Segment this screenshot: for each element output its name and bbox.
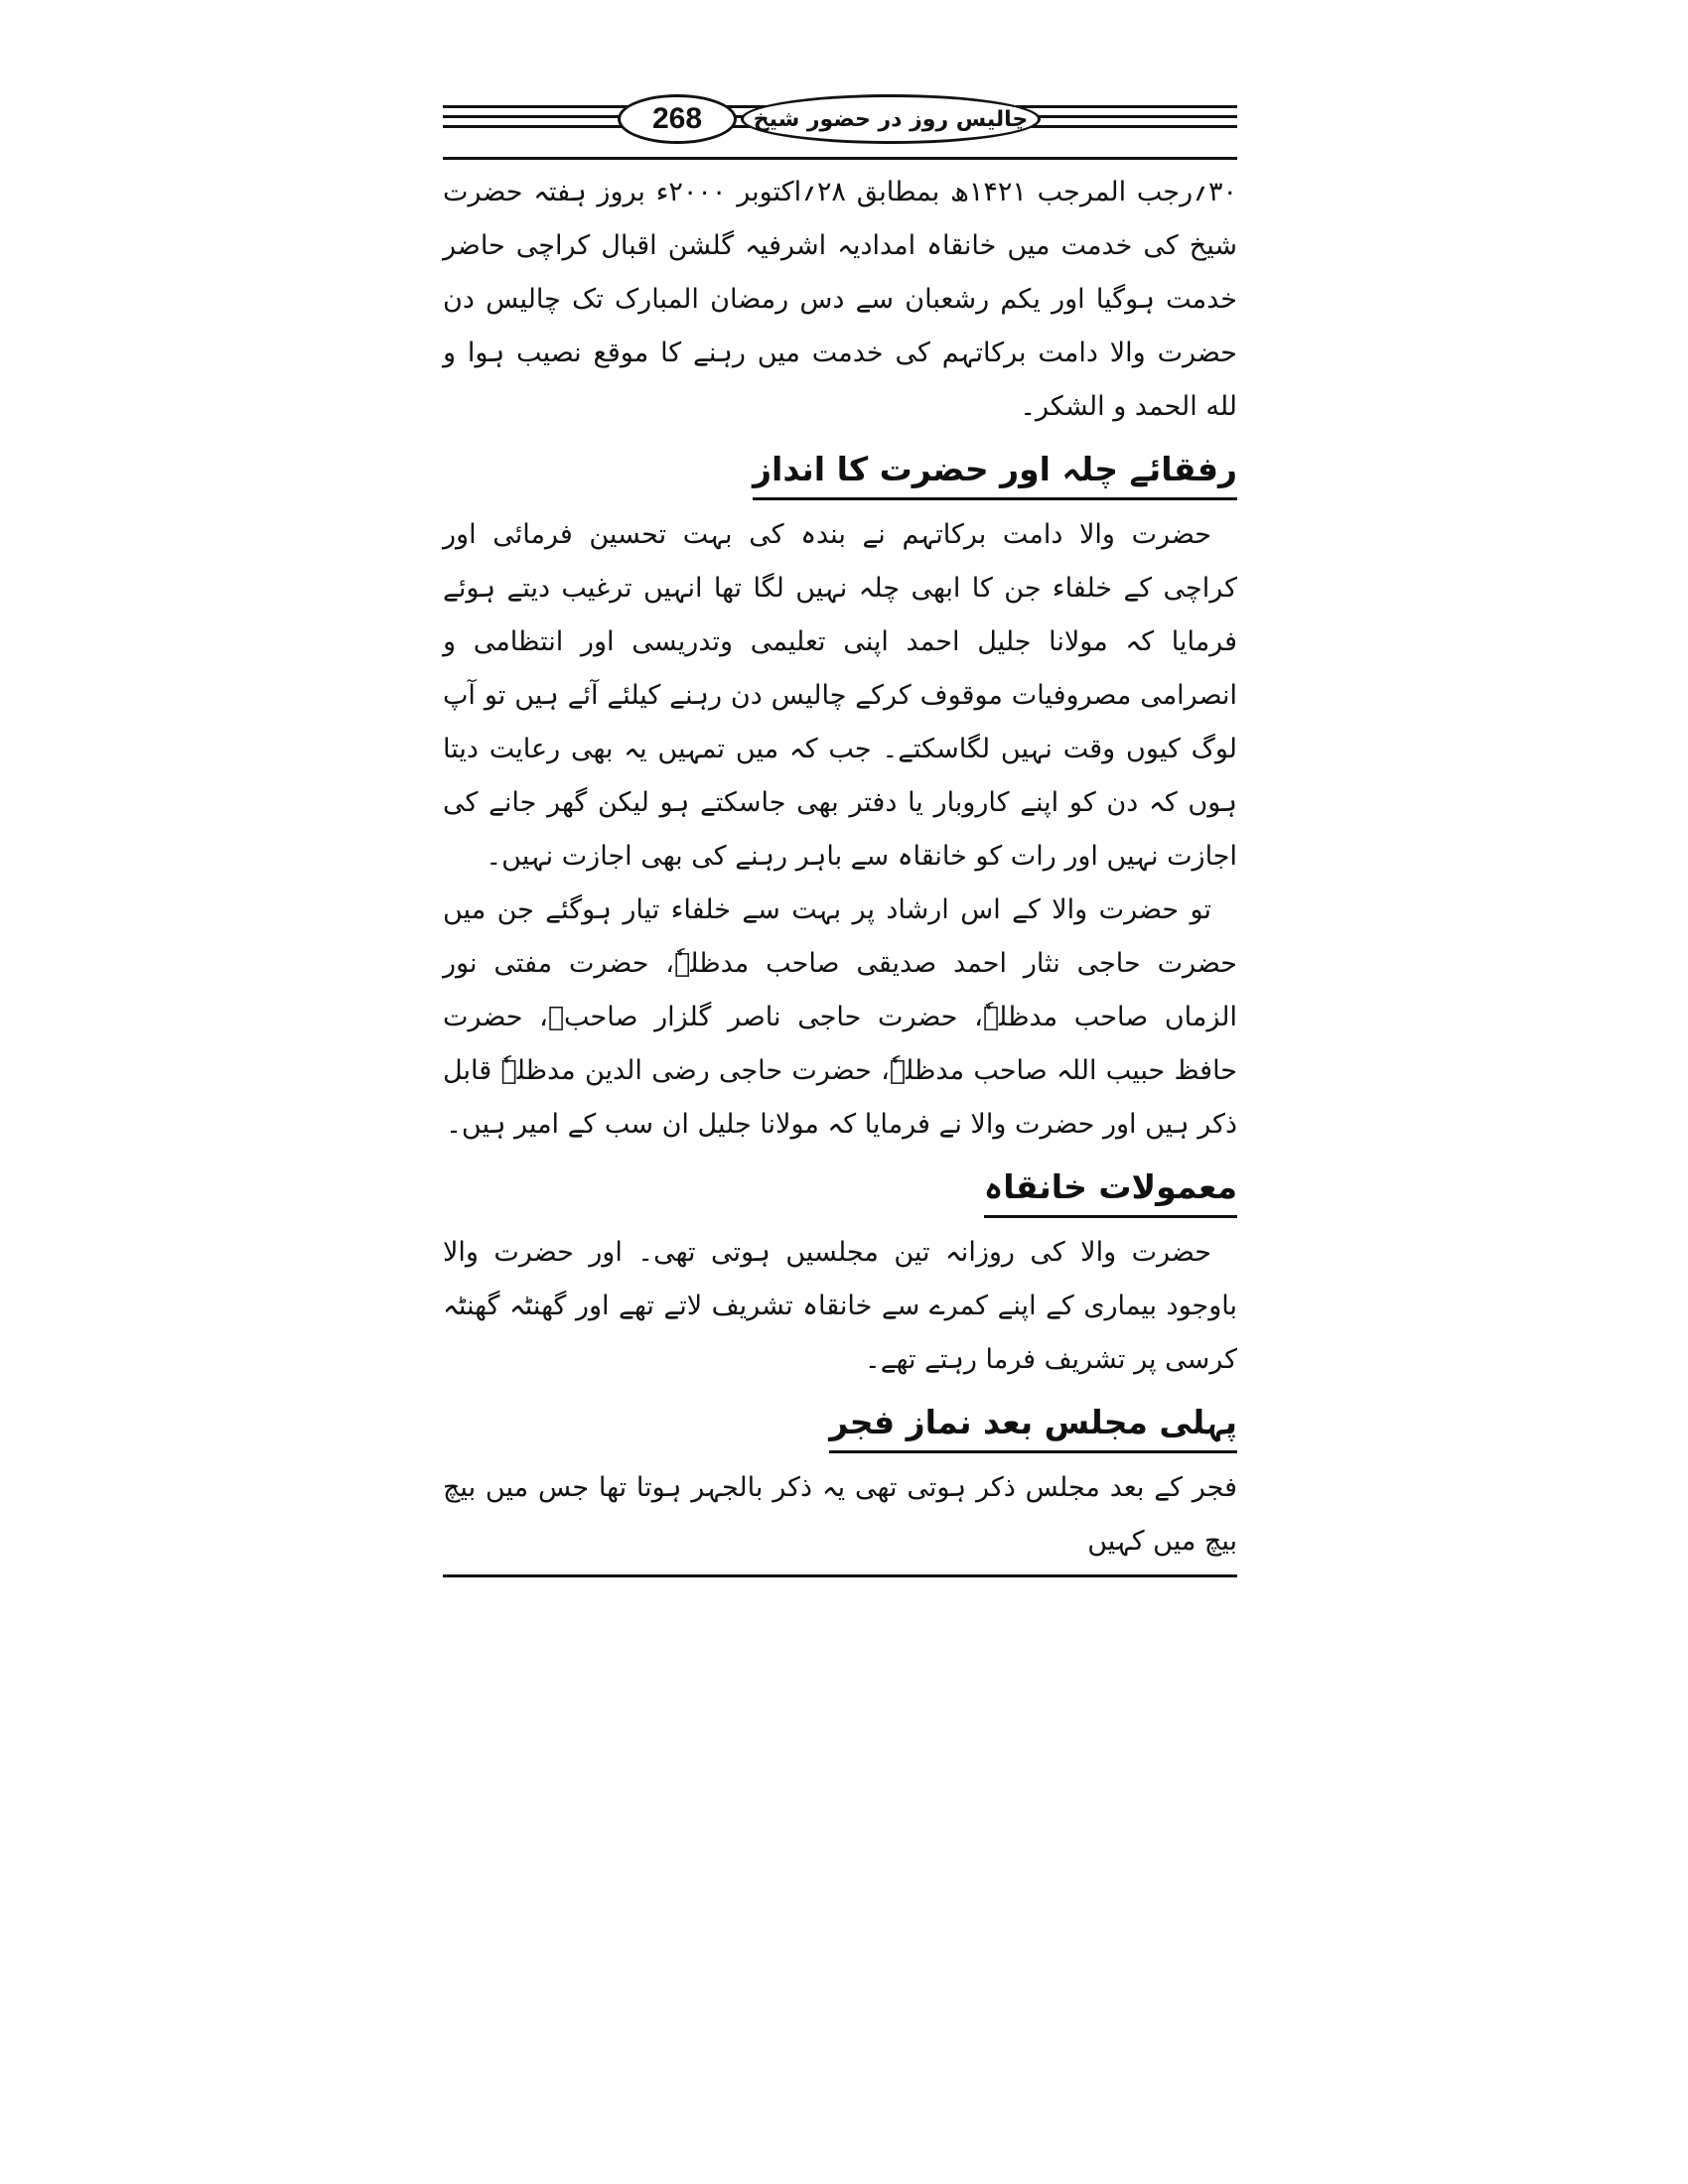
section-paragraph: تو حضرت والا کے اس ارشاد پر بہت سے خلفاء تیار ہوگئے جن میں حضرت حاجی نثار احمد صدیقی صاحب مدظلہٗ، حضرت مفتی نور الزماں صاحب مدظلہٗ، حضرت حاجی ناصر گلزار صاحبؒ، حضرت حافظ حبیب اللہ صاحب مدظلہٗ، حضرت حاجی رضی الدین مدظلہٗ قابل ذکر ہیں اور حضرت والا نے فرمایا کہ مولانا جلیل ان سب کے امیر ہیں۔ <box>443 894 1237 1140</box>
intro-paragraph: ۳۰؍رجب المرجب ۱۴۲۱ھ بمطابق ۲۸؍اکتوبر ۲۰۰۰ء بروز ہفتہ حضرت شیخ کی خدمت میں خانقاہ امدادیہ اشرفیہ گلشن اقبال کراچی حاضر خدمت ہوگیا اور یکم رشعبان سے دس رمضان المبارک تک چالیس دن حضرت والا دامت برکاتہم کی خدمت میں رہنے کا موقع نصیب ہوا و لله الحمد و الشکر۔ <box>443 177 1237 422</box>
section-paragraph: فجر کے بعد مجلس ذکر ہوتی تھی یہ ذکر بالجہر ہوتا تھا جس میں بیچ بیچ میں کہیں <box>443 1472 1237 1557</box>
section-heading: معمولات خانقاہ <box>984 1161 1237 1218</box>
page-header <box>443 91 1237 153</box>
page-body <box>443 91 1237 1577</box>
page-number: 268 <box>651 102 703 135</box>
section-paragraph: حضرت والا دامت برکاتہم نے بندہ کی بہت تحسین فرمائی اور کراچی کے خلفاء جن کا ابھی چلہ نہیں لگا تھا انہیں ترغیب دیتے ہوئے فرمایا کہ مولانا جلیل احمد اپنی تعلیمی وتدریسی اور انتظامی و انصرامی مصروفیات موقوف کرکے چالیس دن رہنے کیلئے آئے ہیں تو آپ لوگ کیوں وقت نہیں لگاسکتے۔ جب کہ میں تمہیں یہ بھی رعایت دیتا ہوں کہ دن کو اپنے کاروبار یا دفتر بھی جاسکتے ہو لیکن گھر جانے کی اجازت نہیں اور رات کو خانقاہ سے باہر رہنے کی بھی اجازت نہیں۔ <box>443 519 1237 872</box>
section-heading-wrap <box>443 1161 1237 1218</box>
page-number-frame <box>618 94 737 144</box>
book-title: چالیس روز در حضور شیخ <box>753 106 1029 132</box>
section-heading-wrap <box>443 444 1237 500</box>
footer-rule <box>443 1574 1237 1577</box>
book-title-frame <box>741 94 1041 144</box>
section-heading: پہلی مجلس بعد نماز فجر <box>829 1397 1237 1453</box>
section-heading-wrap <box>443 1397 1237 1453</box>
section-heading: رفقائے چلہ اور حضرت کا انداز <box>753 444 1237 500</box>
section-paragraph: حضرت والا کی روزانہ تین مجلسیں ہوتی تھی۔ اور حضرت والا باوجود بیماری کے اپنے کمرے سے خانقاہ تشریف لاتے تھے اور گھنٹہ گھنٹہ کرسی پر تشریف فرما رہتے تھے۔ <box>443 1237 1237 1375</box>
header-bottom-rule <box>443 157 1237 160</box>
